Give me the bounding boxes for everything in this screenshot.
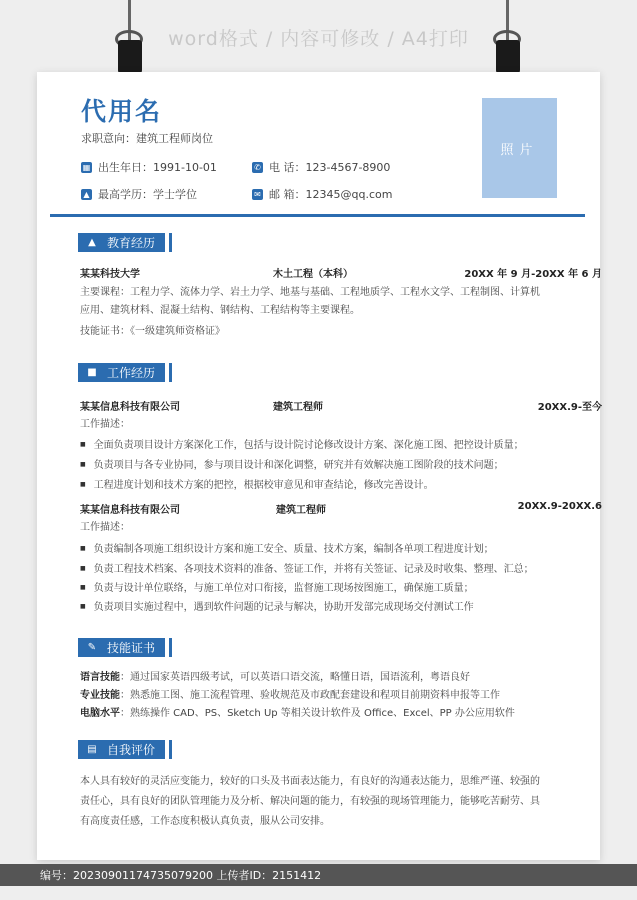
job-desc-label: 工作描述： — [80, 419, 130, 430]
skill-label: 电脑水平 — [80, 708, 120, 719]
education-period: 20XX 年 9 月-20XX 年 6 月 — [464, 269, 602, 280]
education-text: 最高学历：学士学位 — [98, 188, 197, 201]
banner-title: word格式 / 内容可修改 / A4打印 — [168, 28, 469, 50]
skill-item — [80, 705, 562, 722]
phone-text: 电 话：123-4567-8900 — [269, 161, 391, 174]
section-title: 工作经历 — [107, 366, 156, 380]
birth-info — [81, 159, 217, 175]
education-cert: 技能证书：《一级建筑师资格证》 — [80, 326, 225, 337]
job-period: 20XX.9-至今 — [537, 402, 602, 413]
job-bullet: ■ 全面负责项目设计方案深化工作，包括与设计院讨论修改设计方案、深化施工图、把控设计质量； — [80, 436, 524, 451]
job-bullet: ■ 负责与设计单位联络，与施工单位对口衔接，监督施工现场按图施工，确保施工质量； — [80, 579, 474, 594]
major-name: 木土工程（本科） — [273, 269, 353, 280]
briefcase-icon: ■ — [87, 366, 97, 378]
skill-text: ：熟悉施工图、施工流程管理、验收规范及市政配套建设和程项目前期资料申报等工作 — [120, 690, 500, 701]
job-bullet: ■ 负责项目与各专业协同，参与项目设计和深化调整，研究并有效解决施工图阶段的技术问题； — [80, 456, 504, 471]
job-position: 建筑工程师 — [273, 402, 323, 413]
skill-item — [80, 687, 562, 704]
graduation-cap-icon: ▲ — [88, 236, 96, 248]
section-title: 技能证书 — [107, 641, 156, 655]
job-bullet: ■ 工程进度计划和技术方案的把控，根据校审意见和审查结论，修改完善设计。 — [80, 476, 434, 491]
header-divider — [50, 214, 585, 217]
skill-text: ：熟练操作 CAD、PS、Sketch Up 等相关设计软件及 Office、Excel、PP 办公应用软件 — [120, 708, 515, 719]
section-work — [78, 363, 172, 382]
photo-placeholder: 照片 — [482, 98, 557, 198]
education-info — [81, 186, 197, 202]
section-self-eval — [78, 740, 172, 759]
company-name: 某某信息科技有限公司 — [80, 505, 180, 516]
skill-text: ：通过国家英语四级考试，可以英语口语交流，略懂日语，国语流利，粤语良好 — [120, 672, 470, 683]
job-intent: 求职意向：建筑工程师岗位 — [81, 132, 213, 145]
graduation-icon: ▲ — [81, 189, 92, 200]
skill-item — [80, 669, 562, 686]
birth-text: 出生年日：1991-10-01 — [98, 161, 217, 174]
footer-bar — [0, 864, 637, 886]
footer-text: 编号：20230901174735079200 上传者ID：2151412 — [40, 869, 322, 882]
courses-line-1: 主要课程：工程力学、流体力学、岩土力学、地基与基础、工程地质学、工程水文学、工程制图、计算机 — [80, 287, 540, 298]
calendar-icon: ▦ — [82, 162, 91, 172]
phone-info — [252, 159, 390, 175]
skill-label: 专业技能 — [80, 690, 120, 701]
job-bullet: ■ 负责工程技术档案、各项技术资料的准备、签证工作，并将有关签证、记录及时收集、整理、汇总； — [80, 560, 534, 575]
mail-icon: ✉ — [252, 189, 263, 200]
email-text: 邮 箱：12345@qq.com — [269, 188, 393, 201]
job-bullet: ■ 负责项目实施过程中，遇到软件问题的记录与解决，协助开发部完成现场交付测试工作 — [80, 598, 474, 613]
section-title: 自我评价 — [107, 743, 156, 757]
pencil-icon: ✎ — [87, 641, 97, 653]
job-period: 20XX.9-20XX.6 — [517, 501, 602, 512]
section-title: 教育经历 — [107, 236, 156, 250]
self-eval-line: 本人具有较好的灵活应变能力，较好的口头及书面表达能力，有良好的沟通表达能力，思维严谨、较强的 — [80, 776, 540, 787]
job-bullet: ■ 负责编制各项施工组织设计方案和施工安全、质量、技术方案，编制各单项工程进度计划； — [80, 540, 494, 555]
resume-page — [37, 72, 600, 860]
skill-label: 语言技能 — [80, 672, 120, 683]
courses-line-2: 应用、建筑材料、混凝土结构、钢结构、工程结构等主要课程。 — [80, 305, 360, 316]
self-eval-line: 责任心，具有良好的团队管理能力及分析、解决问题的能力，有较强的现场管理能力，能够吃苦耐劳、具 — [80, 796, 540, 807]
email-info — [252, 186, 392, 202]
job-desc-label: 工作描述： — [80, 522, 130, 533]
phone-icon: ✆ — [252, 162, 263, 173]
self-eval-line: 有高度责任感，工作态度积极认真负责，服从公司安排。 — [80, 816, 330, 827]
section-skills — [78, 638, 172, 657]
document-icon: ▤ — [87, 743, 97, 755]
school-name: 某某科技大学 — [80, 269, 140, 280]
section-education — [78, 233, 172, 252]
job-position: 建筑工程师 — [276, 505, 326, 516]
candidate-name: 代用名 — [81, 97, 163, 126]
company-name: 某某信息科技有限公司 — [80, 402, 180, 413]
